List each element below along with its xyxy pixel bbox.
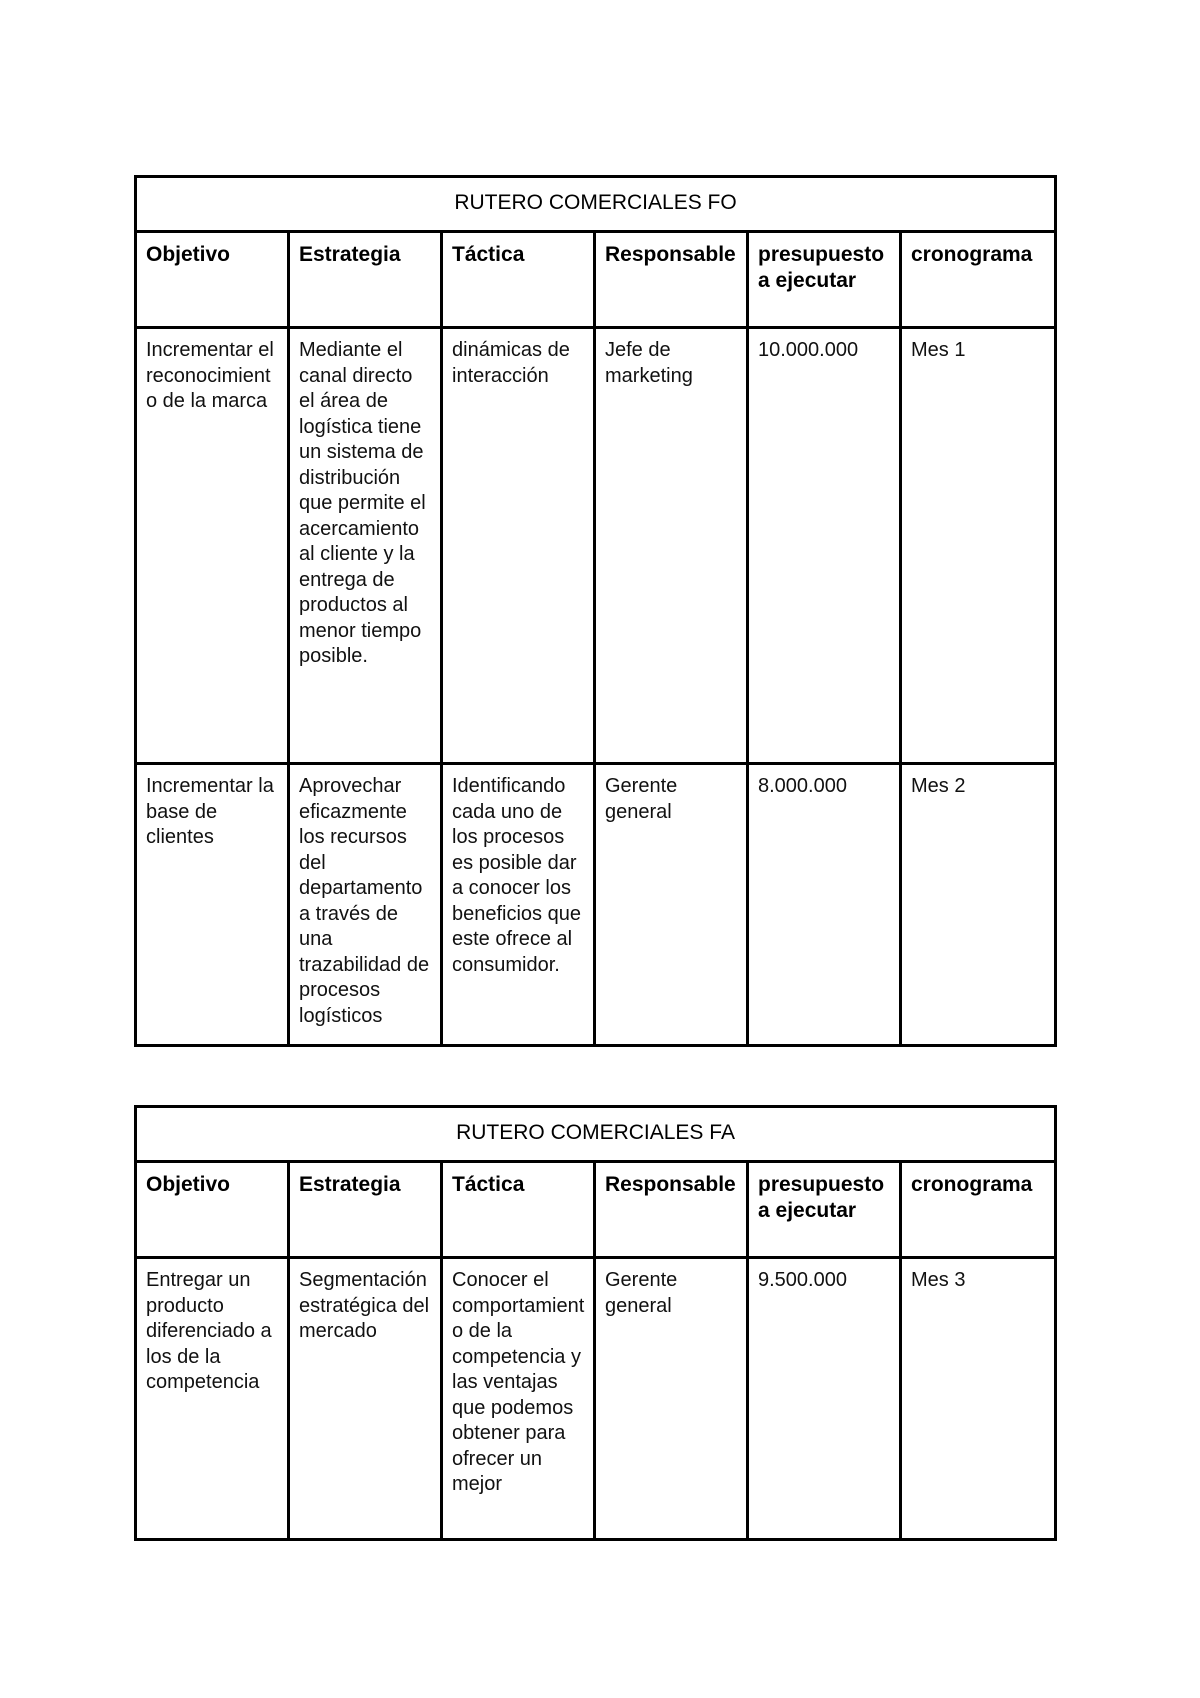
header-cronograma: cronograma xyxy=(901,1162,1056,1258)
header-responsable: Responsable xyxy=(595,232,748,328)
cell-objetivo: Incrementar la base de clientes xyxy=(136,764,289,1046)
header-estrategia: Estrategia xyxy=(289,232,442,328)
table-row xyxy=(136,328,1056,764)
table-row xyxy=(136,1258,1056,1540)
cell-estrategia: Aprovechar eficazmente los recursos del departamento a través de una trazabilidad de procesos logísticos xyxy=(289,764,442,1046)
rutero-table-fo xyxy=(134,175,1057,1047)
cell-cronograma: Mes 3 xyxy=(901,1258,1056,1540)
cell-presupuesto: 9.500.000 xyxy=(748,1258,901,1540)
cell-presupuesto: 10.000.000 xyxy=(748,328,901,764)
cell-tactica: Conocer el comportamiento de la competencia y las ventajas que podemos obtener para ofrecer un mejor xyxy=(442,1258,595,1540)
table-row xyxy=(136,764,1056,1046)
cell-cronograma: Mes 2 xyxy=(901,764,1056,1046)
header-responsable: Responsable xyxy=(595,1162,748,1258)
header-tactica: Táctica xyxy=(442,232,595,328)
cell-objetivo: Entregar un producto diferenciado a los de la competencia xyxy=(136,1258,289,1540)
cell-presupuesto: 8.000.000 xyxy=(748,764,901,1046)
cell-responsable: Gerente general xyxy=(595,764,748,1046)
cell-estrategia: Segmentación estratégica del mercado xyxy=(289,1258,442,1540)
rutero-table-fa xyxy=(134,1105,1057,1541)
cell-objetivo: Incrementar el reconocimiento de la marca xyxy=(136,328,289,764)
header-tactica: Táctica xyxy=(442,1162,595,1258)
table-title: RUTERO COMERCIALES FA xyxy=(136,1107,1056,1162)
header-presupuesto: presupuesto a ejecutar xyxy=(748,1162,901,1258)
cell-tactica: Identificando cada uno de los procesos es posible dar a conocer los beneficios que este ofrece al consumidor. xyxy=(442,764,595,1046)
header-estrategia: Estrategia xyxy=(289,1162,442,1258)
table-title: RUTERO COMERCIALES FO xyxy=(136,177,1056,232)
header-objetivo: Objetivo xyxy=(136,1162,289,1258)
cell-estrategia: Mediante el canal directo el área de logística tiene un sistema de distribución que permite el acercamiento al cliente y la entrega de productos al menor tiempo posible. xyxy=(289,328,442,764)
cell-cronograma: Mes 1 xyxy=(901,328,1056,764)
cell-responsable: Gerente general xyxy=(595,1258,748,1540)
cell-responsable: Jefe de marketing xyxy=(595,328,748,764)
header-cronograma: cronograma xyxy=(901,232,1056,328)
cell-tactica: dinámicas de interacción xyxy=(442,328,595,764)
header-presupuesto: presupuesto a ejecutar xyxy=(748,232,901,328)
header-objetivo: Objetivo xyxy=(136,232,289,328)
